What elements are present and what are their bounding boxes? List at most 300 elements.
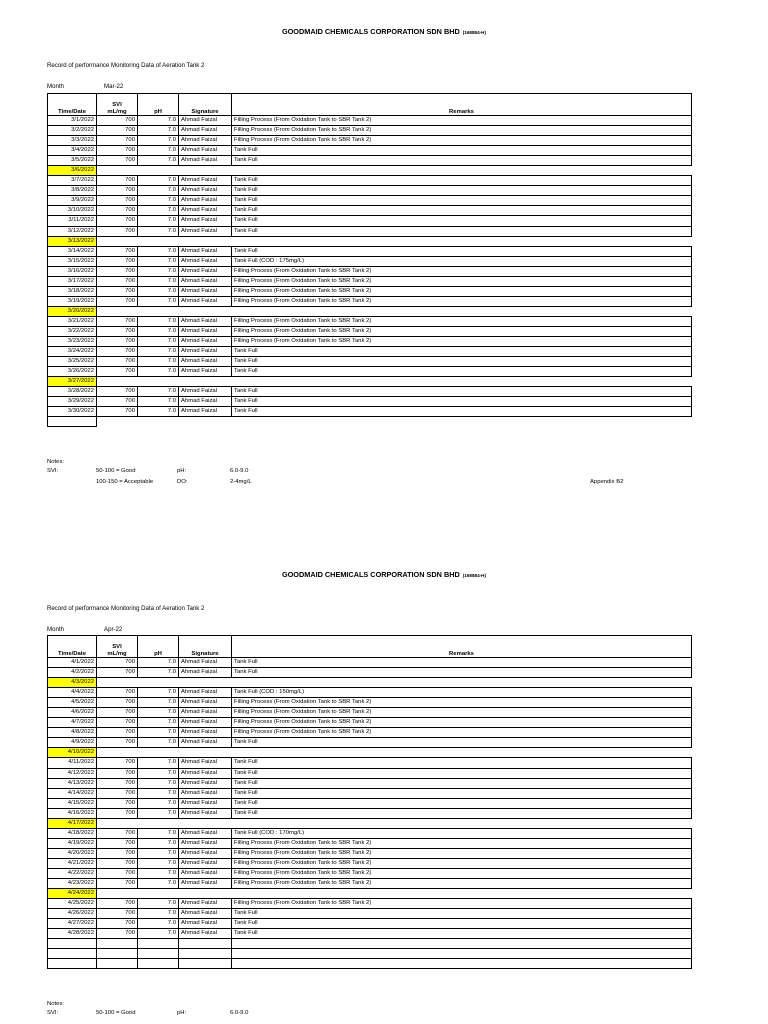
cell-svi: 700 [97,357,138,367]
cell-date: 4/16/2022 [48,808,97,818]
cell-ph: 7.0 [138,808,179,818]
cell-remarks: Filling Process (From Oxidation Tank to SBR Tank 2) [232,316,692,326]
cell-svi: 700 [97,347,138,357]
cell-date-holiday: 4/10/2022 [48,748,97,758]
cell-date: 4/28/2022 [48,929,97,939]
cell-ph: 7.0 [138,899,179,909]
cell-signature: Ahmad Faizal [179,316,232,326]
appendix-label: Appendix B2 [590,479,624,485]
cell-remarks: Filling Process (From Oxidation Tank to SBR Tank 2) [232,126,692,136]
month-value: Apr-22 [104,626,123,633]
table-row [48,708,692,718]
cell-ph: 7.0 [138,337,179,347]
company-name [0,570,768,579]
cell-remarks: Tank Full [232,758,692,768]
cell-svi: 700 [97,788,138,798]
table-row [48,417,692,427]
cell-signature: Ahmad Faizal [179,176,232,186]
cell-signature: Ahmad Faizal [179,387,232,397]
cell-signature: Ahmad Faizal [179,718,232,728]
table-row [48,116,692,126]
notes-do-range: 2-4mg/L [230,479,252,485]
cell-date: 3/22/2022 [48,326,97,336]
cell-remarks [232,949,692,959]
cell-svi: 700 [97,909,138,919]
table-row [48,959,692,969]
cell-svi: 700 [97,407,138,417]
cell-remarks: Tank Full [232,909,692,919]
cell-remarks: Filling Process (From Oxidation Tank to SBR Tank 2) [232,698,692,708]
notes-svi-good: 50-100 = Good [96,1010,136,1016]
cell-date-holiday: 4/24/2022 [48,889,97,899]
cell-date [48,949,97,959]
cell-ph: 7.0 [138,708,179,718]
cell-date: 3/21/2022 [48,316,97,326]
notes-ph-label: pH: [177,1010,187,1016]
cell-signature: Ahmad Faizal [179,758,232,768]
cell-date: 4/19/2022 [48,838,97,848]
cell-svi: 700 [97,136,138,146]
cell-remarks: Filling Process (From Oxidation Tank to SBR Tank 2) [232,868,692,878]
cell-date-holiday: 4/17/2022 [48,818,97,828]
cell-remarks: Filling Process (From Oxidation Tank to SBR Tank 2) [232,296,692,306]
notes-ph-range: 6.0-9.0 [230,468,249,474]
cell-date: 3/30/2022 [48,407,97,417]
table-row [48,246,692,256]
cell-ph: 7.0 [138,286,179,296]
table-row [48,387,692,397]
cell-svi: 700 [97,226,138,236]
cell-svi: 700 [97,919,138,929]
cell-signature: Ahmad Faizal [179,788,232,798]
cell-svi: 700 [97,397,138,407]
cell-date-holiday: 3/27/2022 [48,377,97,387]
cell-signature: Ahmad Faizal [179,186,232,196]
cell-svi: 700 [97,688,138,698]
cell-date: 3/25/2022 [48,357,97,367]
cell-ph: 7.0 [138,186,179,196]
cell-date: 3/4/2022 [48,146,97,156]
cell-ph: 7.0 [138,768,179,778]
cell-signature: Ahmad Faizal [179,276,232,286]
header-ph: pH [138,636,179,658]
table-row [48,306,692,316]
cell-svi: 700 [97,387,138,397]
cell-svi: 700 [97,838,138,848]
cell-svi: 700 [97,738,138,748]
table-row [48,939,692,949]
cell-signature: Ahmad Faizal [179,326,232,336]
cell-date-holiday: 4/3/2022 [48,678,97,688]
monitoring-table [47,93,692,427]
cell-remarks: Tank Full [232,668,692,678]
cell-svi: 700 [97,146,138,156]
cell-signature: Ahmad Faizal [179,909,232,919]
header-ph: pH [138,94,179,116]
cell-date [48,939,97,949]
cell-date: 4/7/2022 [48,718,97,728]
table-row [48,256,692,266]
cell-remarks: Tank Full [232,919,692,929]
cell-ph: 7.0 [138,407,179,417]
cell-remarks: Tank Full [232,798,692,808]
table-row [48,276,692,286]
table-row [48,768,692,778]
cell-signature: Ahmad Faizal [179,919,232,929]
table-row [48,397,692,407]
cell-remarks: Tank Full [232,146,692,156]
cell-remarks: Filling Process (From Oxidation Tank to SBR Tank 2) [232,286,692,296]
cell-ph: 7.0 [138,326,179,336]
cell-signature: Ahmad Faizal [179,828,232,838]
cell-remarks: Tank Full [232,768,692,778]
table-row [48,929,692,939]
cell-date: 4/23/2022 [48,879,97,889]
cell-svi: 700 [97,768,138,778]
cell-date: 4/11/2022 [48,758,97,768]
cell-date: 4/25/2022 [48,899,97,909]
table-row [48,347,692,357]
cell-ph: 7.0 [138,909,179,919]
cell-ph: 7.0 [138,136,179,146]
cell-signature: Ahmad Faizal [179,879,232,889]
table-row [48,808,692,818]
cell-date: 3/17/2022 [48,276,97,286]
cell-remarks: Filling Process (From Oxidation Tank to SBR Tank 2) [232,879,692,889]
cell-signature [179,939,232,949]
cell-ph: 7.0 [138,688,179,698]
table-row [48,798,692,808]
cell-remarks: Tank Full [232,156,692,166]
cell-date-holiday: 3/20/2022 [48,306,97,316]
cell-date: 3/12/2022 [48,226,97,236]
month-label: Month [47,626,64,633]
cell-ph: 7.0 [138,216,179,226]
cell-remarks: Filling Process (From Oxidation Tank to SBR Tank 2) [232,116,692,126]
cell-signature: Ahmad Faizal [179,668,232,678]
cell-ph: 7.0 [138,868,179,878]
table-row [48,728,692,738]
cell-signature: Ahmad Faizal [179,708,232,718]
cell-remarks: Tank Full [232,357,692,367]
cell-date: 4/2/2022 [48,668,97,678]
cell-signature: Ahmad Faizal [179,768,232,778]
cell-date: 3/5/2022 [48,156,97,166]
cell-svi: 700 [97,808,138,818]
cell-remarks: Filling Process (From Oxidation Tank to SBR Tank 2) [232,276,692,286]
cell-signature: Ahmad Faizal [179,206,232,216]
cell-ph: 7.0 [138,879,179,889]
cell-date: 3/7/2022 [48,176,97,186]
cell-date: 3/2/2022 [48,126,97,136]
table-row [48,658,692,668]
cell-ph: 7.0 [138,828,179,838]
cell-signature: Ahmad Faizal [179,728,232,738]
cell-svi: 700 [97,367,138,377]
cell-remarks: Tank Full [232,808,692,818]
cell-ph: 7.0 [138,296,179,306]
cell-remarks: Tank Full [232,216,692,226]
cell-ph: 7.0 [138,919,179,929]
cell-svi: 700 [97,186,138,196]
cell-remarks: Filling Process (From Oxidation Tank to SBR Tank 2) [232,718,692,728]
cell-remarks: Tank Full [232,347,692,357]
cell-date: 4/6/2022 [48,708,97,718]
cell-ph: 7.0 [138,266,179,276]
notes-svi-good: 50-100 = Good [96,468,136,474]
cell-svi: 700 [97,868,138,878]
cell-ph [138,939,179,949]
table-row [48,236,692,246]
table-row [48,698,692,708]
cell-signature: Ahmad Faizal [179,126,232,136]
header-date: Time/Date [48,636,97,658]
cell-ph: 7.0 [138,668,179,678]
cell-date: 4/18/2022 [48,828,97,838]
cell-svi: 700 [97,658,138,668]
cell-ph: 7.0 [138,728,179,738]
cell-signature: Ahmad Faizal [179,286,232,296]
cell-svi: 700 [97,296,138,306]
cell-svi [97,949,138,959]
cell-remarks: Tank Full [232,206,692,216]
cell-date-holiday: 3/6/2022 [48,166,97,176]
cell-remarks: Filling Process (From Oxidation Tank to SBR Tank 2) [232,728,692,738]
table-row [48,337,692,347]
cell-remarks: Tank Full [232,176,692,186]
cell-svi: 700 [97,126,138,136]
table-row [48,146,692,156]
table-row [48,879,692,889]
cell-date [48,959,97,969]
cell-ph: 7.0 [138,246,179,256]
cell-remarks: Tank Full (COD : 170mg/L) [232,828,692,838]
cell-remarks: Tank Full [232,929,692,939]
cell-date: 3/3/2022 [48,136,97,146]
table-row [48,286,692,296]
cell-ph: 7.0 [138,347,179,357]
cell-signature: Ahmad Faizal [179,156,232,166]
cell-signature: Ahmad Faizal [179,397,232,407]
cell-svi: 700 [97,698,138,708]
cell-ph: 7.0 [138,658,179,668]
table-row [48,858,692,868]
table-row [48,176,692,186]
cell-remarks: Filling Process (From Oxidation Tank to SBR Tank 2) [232,899,692,909]
cell-date: 3/8/2022 [48,186,97,196]
table-row [48,126,692,136]
cell-ph: 7.0 [138,848,179,858]
table-row [48,407,692,417]
cell-signature: Ahmad Faizal [179,698,232,708]
table-row [48,828,692,838]
cell-remarks: Tank Full [232,778,692,788]
report-subtitle: Record of performance Monitoring Data of Aeration Tank 2 [47,605,205,612]
cell-ph: 7.0 [138,316,179,326]
cell-svi: 700 [97,326,138,336]
cell-date: 4/21/2022 [48,858,97,868]
cell-signature: Ahmad Faizal [179,798,232,808]
table-row [48,838,692,848]
header-remarks: Remarks [232,636,692,658]
cell-svi: 700 [97,828,138,838]
cell-remarks: Filling Process (From Oxidation Tank to SBR Tank 2) [232,326,692,336]
cell-remarks [232,939,692,949]
cell-svi: 700 [97,879,138,889]
cell-ph: 7.0 [138,718,179,728]
cell-ph: 7.0 [138,367,179,377]
cell-signature: Ahmad Faizal [179,808,232,818]
cell-signature: Ahmad Faizal [179,778,232,788]
cell-date: 4/4/2022 [48,688,97,698]
header-svi: SVI mL/mg [97,94,138,116]
cell-date: 3/9/2022 [48,196,97,206]
cell-date: 4/15/2022 [48,798,97,808]
header-remarks: Remarks [232,94,692,116]
notes-ph-range: 6.0-9.0 [230,1010,249,1016]
cell-svi: 700 [97,216,138,226]
cell-signature: Ahmad Faizal [179,347,232,357]
company-reg-number: (168884-H) [462,30,487,35]
cell-signature: Ahmad Faizal [179,337,232,347]
cell-date: 3/26/2022 [48,367,97,377]
cell-remarks: Tank Full [232,407,692,417]
cell-signature: Ahmad Faizal [179,688,232,698]
cell-date: 4/9/2022 [48,738,97,748]
notes-ph-label: pH: [177,468,187,474]
cell-ph: 7.0 [138,357,179,367]
cell-date: 3/19/2022 [48,296,97,306]
table-row [48,778,692,788]
cell-svi [97,939,138,949]
table-header-row [48,94,692,116]
table-row [48,678,692,688]
cell-svi: 700 [97,858,138,868]
header-signature: Signature [179,636,232,658]
cell-svi [97,959,138,969]
cell-remarks: Tank Full [232,186,692,196]
cell-signature: Ahmad Faizal [179,136,232,146]
cell-signature: Ahmad Faizal [179,658,232,668]
cell-ph: 7.0 [138,126,179,136]
cell-svi: 700 [97,848,138,858]
cell-remarks: Tank Full [232,738,692,748]
table-row [48,166,692,176]
cell-svi: 700 [97,708,138,718]
cell-ph: 7.0 [138,387,179,397]
cell-remarks: Tank Full [232,196,692,206]
cell-remarks: Filling Process (From Oxidation Tank to SBR Tank 2) [232,266,692,276]
cell-date-holiday: 3/13/2022 [48,236,97,246]
cell-signature: Ahmad Faizal [179,296,232,306]
cell-ph: 7.0 [138,788,179,798]
notes-title: Notes: [47,459,65,465]
cell-remarks: Tank Full [232,387,692,397]
notes-svi-label: SVI: [47,468,59,474]
cell-date: 3/14/2022 [48,246,97,256]
table-row [48,748,692,758]
page-march [0,0,768,500]
cell-ph: 7.0 [138,738,179,748]
table-row [48,889,692,899]
cell-signature: Ahmad Faizal [179,899,232,909]
cell-signature: Ahmad Faizal [179,246,232,256]
cell-ph: 7.0 [138,206,179,216]
cell-remarks: Tank Full (COD : 150mg/L) [232,688,692,698]
cell-date: 3/11/2022 [48,216,97,226]
cell-signature: Ahmad Faizal [179,196,232,206]
company-title: GOODMAID CHEMICALS CORPORATION SDN BHD [281,570,460,579]
table-row [48,738,692,748]
cell-empty [48,417,97,427]
header-svi: SVI mL/mg [97,636,138,658]
company-name [0,27,768,36]
cell-remarks: Filling Process (From Oxidation Tank to SBR Tank 2) [232,136,692,146]
table-row [48,909,692,919]
cell-ph: 7.0 [138,798,179,808]
table-row [48,266,692,276]
company-reg-number: (168884-H) [462,573,487,578]
table-row [48,186,692,196]
cell-remarks: Tank Full (COD : 175mg/L) [232,256,692,266]
table-row [48,316,692,326]
cell-remarks: Filling Process (From Oxidation Tank to SBR Tank 2) [232,858,692,868]
cell-signature: Ahmad Faizal [179,367,232,377]
cell-ph [138,959,179,969]
cell-svi: 700 [97,246,138,256]
table-row [48,206,692,216]
cell-signature: Ahmad Faizal [179,407,232,417]
cell-remarks: Tank Full [232,658,692,668]
cell-remarks: Tank Full [232,246,692,256]
table-row [48,758,692,768]
cell-ph [138,949,179,959]
cell-svi: 700 [97,798,138,808]
notes-svi-label: SVI: [47,1010,59,1016]
cell-remarks: Tank Full [232,226,692,236]
cell-svi: 700 [97,758,138,768]
cell-remarks: Filling Process (From Oxidation Tank to SBR Tank 2) [232,337,692,347]
cell-svi: 700 [97,728,138,738]
table-row [48,868,692,878]
cell-date: 4/22/2022 [48,868,97,878]
cell-ph: 7.0 [138,858,179,868]
cell-remarks [232,959,692,969]
cell-svi: 700 [97,718,138,728]
cell-svi: 700 [97,256,138,266]
cell-ph: 7.0 [138,778,179,788]
notes-title: Notes: [47,1001,65,1007]
table-row [48,688,692,698]
cell-date: 3/23/2022 [48,337,97,347]
cell-svi: 700 [97,337,138,347]
table-row [48,357,692,367]
table-row [48,718,692,728]
cell-signature: Ahmad Faizal [179,929,232,939]
cell-date: 4/1/2022 [48,658,97,668]
cell-ph: 7.0 [138,276,179,286]
table-row [48,377,692,387]
cell-date: 3/16/2022 [48,266,97,276]
cell-svi: 700 [97,668,138,678]
table-row [48,226,692,236]
cell-svi: 700 [97,316,138,326]
cell-date: 3/29/2022 [48,397,97,407]
cell-signature: Ahmad Faizal [179,838,232,848]
cell-remarks: Tank Full [232,788,692,798]
table-row [48,919,692,929]
cell-svi: 700 [97,176,138,186]
